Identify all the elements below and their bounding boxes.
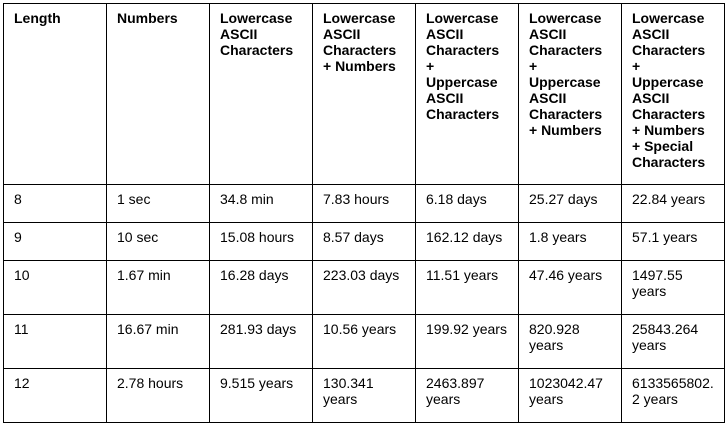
header-cell-lowercase: Lowercase ASCII Characters (210, 4, 313, 185)
table-cell: 22.84 years (622, 185, 725, 223)
password-crack-time-table (3, 3, 725, 423)
table-cell: 130.341 years (313, 369, 416, 423)
table-cell: 10 sec (107, 223, 210, 261)
table-row (4, 223, 725, 261)
table-cell: 10.56 years (313, 315, 416, 369)
header-row (4, 4, 725, 185)
table-cell: 47.46 years (519, 261, 622, 315)
table-cell: 2463.897 years (416, 369, 519, 423)
table-cell: 1.8 years (519, 223, 622, 261)
table-row (4, 185, 725, 223)
table-cell: 281.93 days (210, 315, 313, 369)
table-cell: 12 (4, 369, 107, 423)
table-cell: 820.928 years (519, 315, 622, 369)
table-cell: 25.27 days (519, 185, 622, 223)
header-cell-numbers: Numbers (107, 4, 210, 185)
table-cell: 1 sec (107, 185, 210, 223)
table-cell: 199.92 years (416, 315, 519, 369)
table-cell: 1023042.47 years (519, 369, 622, 423)
table-cell: 6.18 days (416, 185, 519, 223)
table-cell: 25843.264 years (622, 315, 725, 369)
table-cell: 162.12 days (416, 223, 519, 261)
table-cell: 223.03 days (313, 261, 416, 315)
table-row (4, 369, 725, 423)
header-cell-lowercase-uppercase: Lowercase ASCII Characters + Uppercase ASCII Characters (416, 4, 519, 185)
header-cell-all-characters: Lowercase ASCII Characters + Uppercase ASCII Characters + Numbers + Special Characters (622, 4, 725, 185)
table-cell: 15.08 hours (210, 223, 313, 261)
table-cell: 8.57 days (313, 223, 416, 261)
table-cell: 7.83 hours (313, 185, 416, 223)
table-cell: 6133565802.2 years (622, 369, 725, 423)
table-cell: 2.78 hours (107, 369, 210, 423)
table-cell: 11 (4, 315, 107, 369)
table-cell: 10 (4, 261, 107, 315)
table-cell: 16.67 min (107, 315, 210, 369)
table-cell: 1497.55 years (622, 261, 725, 315)
table-cell: 8 (4, 185, 107, 223)
table-cell: 34.8 min (210, 185, 313, 223)
header-cell-lowercase-numbers: Lowercase ASCII Characters + Numbers (313, 4, 416, 185)
table-row (4, 315, 725, 369)
table-cell: 57.1 years (622, 223, 725, 261)
table-row (4, 261, 725, 315)
table-cell: 11.51 years (416, 261, 519, 315)
header-cell-lowercase-uppercase-numbers: Lowercase ASCII Characters + Uppercase ASCII Characters + Numbers (519, 4, 622, 185)
header-cell-length: Length (4, 4, 107, 185)
table-cell: 9.515 years (210, 369, 313, 423)
table-cell: 1.67 min (107, 261, 210, 315)
table-cell: 9 (4, 223, 107, 261)
table-cell: 16.28 days (210, 261, 313, 315)
